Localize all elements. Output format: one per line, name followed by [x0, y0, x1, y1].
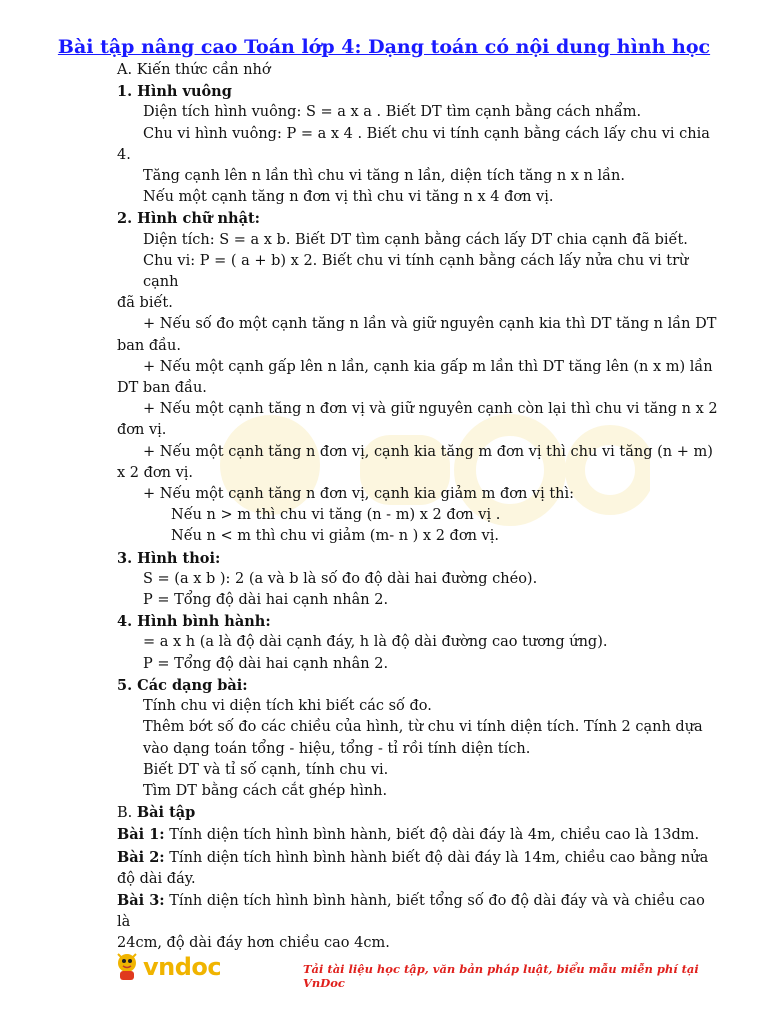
problem-types-heading: 5. Các dạng bài: [117, 676, 248, 694]
rectangle-line-9: Nếu n < m thì chu vi giảm (m- n ) x 2 đơn vị. [171, 528, 499, 545]
exercise-2 [117, 847, 721, 869]
exercise-1 [117, 824, 721, 846]
exercise-text: Tính diện tích hình bình hành biết độ dài đáy là 14m, chiều cao bằng nửa [164, 849, 709, 866]
problem-types-line-4: Tìm DT bằng cách cắt ghép hình. [143, 782, 388, 799]
section-a-heading: A. Kiến thức cần nhớ [117, 62, 271, 78]
rectangle-line-5-cont: đơn vị. [117, 422, 167, 439]
logo-wordmark: vndoc [143, 953, 222, 981]
rhombus-line-2: P = Tổng độ dài hai cạnh nhân 2. [143, 592, 389, 609]
rectangle-line-2: Chu vi: P = ( a + b) x 2. Biết chu vi tính cạnh bằng cách lấy nửa chu vi trừ cạnh [143, 252, 689, 291]
exercise-3-cont: 24cm, độ dài đáy hơn chiều cao 4cm. [117, 935, 390, 952]
section-b-prefix: B. [117, 805, 137, 822]
rectangle-line-3-cont: ban đầu. [117, 337, 181, 354]
rectangle-line-6: + Nếu một cạnh tăng n đơn vị, cạnh kia tăng m đơn vị thì chu vi tăng (n + m) [143, 443, 713, 460]
rhombus-line-1: S = (a x b ): 2 (a và b là số đo độ dài hai đường chéo). [143, 570, 538, 587]
mascot-icon [115, 952, 141, 982]
rectangle-line-1: Diện tích: S = a x b. Biết DT tìm cạnh bằng cách lấy DT chia cạnh đã biết. [143, 231, 688, 248]
parallelogram-line-1: = a x h (a là độ dài cạnh đáy, h là độ dài đường cao tương ứng). [143, 634, 608, 651]
problem-types-line-2-cont: vào dạng toán tổng - hiệu, tổng - tỉ rồi tính diện tích. [143, 740, 531, 757]
parallelogram-heading: 4. Hình bình hành: [117, 613, 271, 631]
rectangle-line-8: Nếu n > m thì chu vi tăng (n - m) x 2 đơn vị . [171, 507, 501, 524]
rectangle-line-3: + Nếu số đo một cạnh tăng n lần và giữ nguyên cạnh kia thì DT tăng n lần DT [143, 316, 717, 333]
rectangle-line-6-cont: x 2 đơn vị. [117, 464, 194, 481]
vndoc-logo[interactable] [115, 950, 221, 984]
exercise-text: Tính diện tích hình bình hành, biết độ dài đáy là 4m, chiều cao là 13dm. [164, 827, 700, 844]
rectangle-line-4: + Nếu một cạnh gấp lên n lần, cạnh kia gấp m lần thì DT tăng lên (n x m) lần [143, 358, 713, 375]
exercise-label: Bài 2: [117, 848, 165, 866]
rectangle-line-5: + Nếu một cạnh tăng n đơn vị và giữ nguyên cạnh còn lại thì chu vi tăng n x 2 [143, 401, 718, 418]
parallelogram-line-2: P = Tổng độ dài hai cạnh nhân 2. [143, 655, 389, 672]
content [117, 60, 721, 955]
problem-types-line-3: Biết DT và tỉ số cạnh, tính chu vi. [143, 761, 389, 778]
rhombus-heading: 3. Hình thoi: [117, 549, 221, 567]
rectangle-line-7: + Nếu một cạnh tăng n đơn vị, cạnh kia giảm m đơn vị thì: [143, 486, 575, 503]
problem-types-line-1: Tính chu vi diện tích khi biết các số đo. [143, 698, 432, 715]
square-line-2-cont: 4. [117, 146, 131, 163]
problem-types-line-2: Thêm bớt số đo các chiều của hình, từ chu vi tính diện tích. Tính 2 cạnh dựa [143, 719, 703, 736]
exercise-2-cont: độ dài đáy. [117, 870, 196, 887]
exercise-label: Bài 3: [117, 891, 165, 909]
rectangle-heading: 2. Hình chữ nhật: [117, 210, 261, 228]
square-heading: 1. Hình vuông [117, 83, 232, 101]
square-line-3: Tăng cạnh lên n lần thì chu vi tăng n lần, diện tích tăng n x n lần. [143, 168, 626, 185]
square-line-4: Nếu một cạnh tăng n đơn vị thì chu vi tăng n x 4 đơn vị. [143, 189, 554, 206]
rectangle-line-4-cont: DT ban đầu. [117, 380, 207, 397]
square-line-2: Chu vi hình vuông: P = a x 4 . Biết chu vi tính cạnh bằng cách lấy chu vi chia [143, 125, 710, 142]
section-b-label: Bài tập [136, 804, 196, 822]
footer-note[interactable]: Tải tài liệu học tập, văn bản pháp luật, biểu mẫu miễn phí tại VnDoc [303, 962, 699, 990]
square-line-1: Diện tích hình vuông: S = a x a . Biết DT tìm cạnh bằng cách nhẩm. [143, 104, 642, 121]
exercise-label: Bài 1: [117, 826, 165, 844]
exercise-text: Tính diện tích hình bình hành, biết tổng số đo độ dài đáy và và chiều cao là [117, 892, 705, 931]
exercise-3 [117, 890, 721, 933]
page-title: Bài tập nâng cao Toán lớp 4: Dạng toán có nội dung hình học [57, 36, 711, 58]
section-b-heading [117, 802, 721, 824]
footer [115, 950, 735, 990]
rectangle-line-2-cont: đã biết. [117, 295, 173, 312]
